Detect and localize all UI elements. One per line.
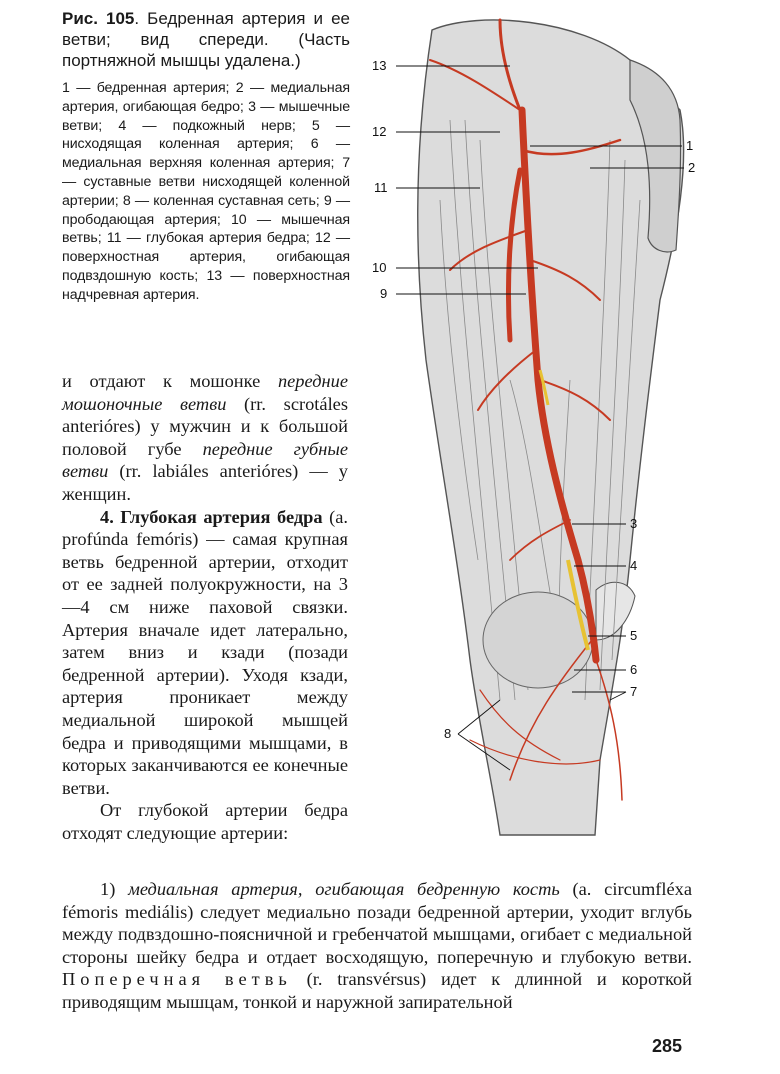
left-column-text [62,370,348,844]
caption-title [62,8,350,71]
caption-legend: 1 — бедренная артерия; 2 — медиальная артерия, огибающая бедро; 3 — мышечные ветви; 4 — подкожный нерв; 5 — нисходящая коленная артерия; 6 — медиальная верхняя коленная артерия; 7 — суставные ветви нисходящей коленной артерии; 8 — коленная суставная сеть; 9 — прободающая артерия; 10 — мышечная ветвь; 11 — глубокая артерия бедра; 12 — поверхностная артерия, огибающая подвздошную кость; 13 — поверхностная надчревная артерия. [62,80,350,303]
callout-12: 12 [372,124,387,139]
paragraph-deep-femoral [62,506,348,800]
text-run: и отдают к мошонке [62,371,278,391]
callout-9: 9 [380,286,388,301]
callout-5: 5 [630,628,638,643]
term-italic: передние мошоночные ветви [62,371,348,414]
callout-3: 3 [630,516,638,531]
callout-11: 11 [374,180,388,195]
callout-10: 10 [372,260,387,275]
paragraph-branches-intro [62,799,348,844]
callout-7: 7 [630,684,638,699]
text-run: От глубокой артерии бедра отходят следующие артерии: [62,800,348,843]
anatomical-illustration [360,0,770,850]
text-run: (a. circumfléxa fémoris mediális) следует медиально позади бедренной артерии, уходит вглубь между подвздошно-поясничной и гребенчатой мышцами, огибает с медиальной стороны шейку бедра и отдает восходящую, поперечную и глубокую ветви. [62,879,692,967]
caption-title-text: . Бедренная артерия и ее ветви; вид спереди. (Часть портняжной мышцы удалена.) [62,9,350,70]
text-run: (r. transvérsus) идет к длинной и короткой приводящим мышцам, тонкой и наружной запирательной [62,969,692,1012]
text-run: (rr. labiáles anterióres) — у женщин. [62,461,348,504]
callout-1: 1 [686,138,694,153]
thigh-arteries-drawing [360,0,770,850]
section-heading-bold: 4. Глубокая артерия бедра [100,506,323,527]
term-italic: передние губные ветви [62,438,349,482]
text-run: (rr. scrotáles anterióres) у мужчин и к большой половой губе [62,393,348,459]
figure-label: Рис. 105 [62,9,135,28]
callout-13: 13 [372,58,387,73]
term-spaced: Поперечная ветвь [62,969,292,990]
callout-6: 6 [630,662,638,677]
callout-4: 4 [630,558,638,573]
page-number: 285 [652,1036,683,1056]
callout-8: 8 [444,726,452,741]
paragraph-scrotal-branches [62,370,348,506]
figure-caption [62,8,350,305]
term-italic: медиальная артерия, огибающая бедренную кость [128,879,560,899]
text-run: (a. profúnda femóris) — самая крупная ветвь бедренной артерии, отходит от ее задней полуокружности, на 3—4 см ниже паховой связки. Артерия вначале идет латерально, затем вниз и кзади (позади бедренной артерии). Уходя кзади, артерия проникает между медиальной широкой мышцей бедра и приводящими мышцами, в которых заканчиваются ее конечные ветви. [62,506,349,798]
paragraph-medial-circumflex [62,878,692,1014]
callout-2: 2 [688,160,696,175]
full-width-text [62,878,692,1014]
text-run: 1) [100,879,129,899]
